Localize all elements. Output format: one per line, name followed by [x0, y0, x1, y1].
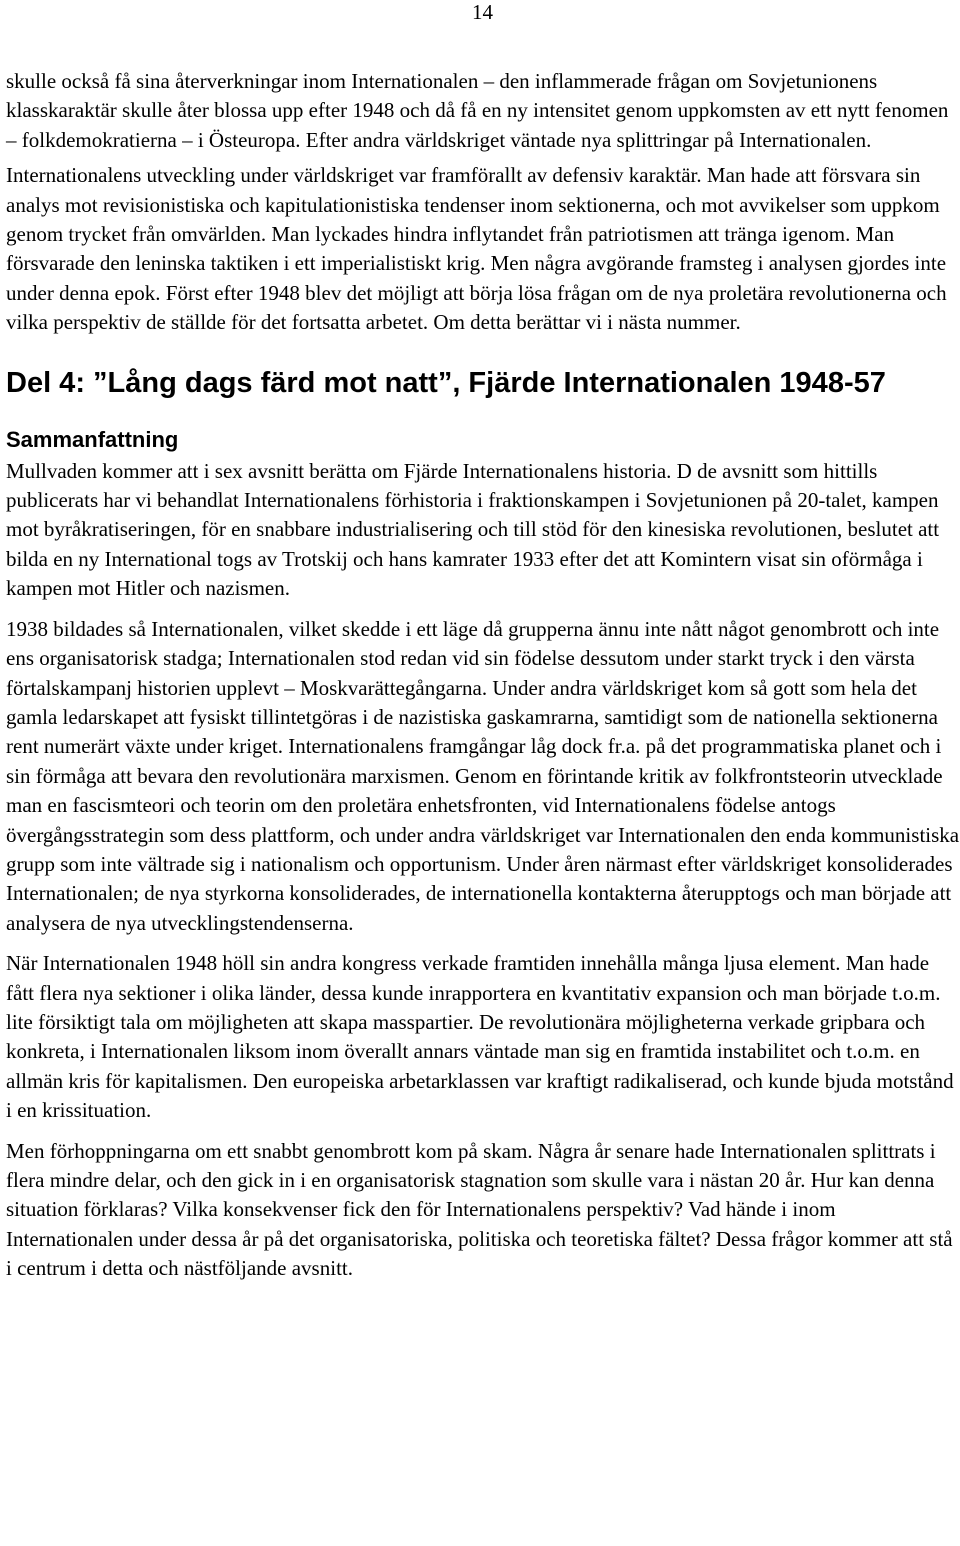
paragraph: skulle också få sina återverkningar inom Internationalen – den inflammerade frågan om Sovjetunionens klasskaraktär skulle åter blossa upp efter 1948 och då få en ny intensitet genom uppkomsten av ett nytt fenomen – folkdemokratierna – i Östeuropa. Efter andra världskriget väntade nya splittringar på Internationalen.: [6, 69, 949, 152]
paragraph: Men förhoppningarna om ett snabbt genombrott kom på skam. Några år senare hade Internationalen splittrats i flera mindre delar, och den gick in i en organisatorisk stagnation som skulle vara i nästan 20 år. Hur kan denna situation förklaras? Vilka konsekvenser fick den för Internationalens perspektiv? Vad hände i inom Internationalen under dessa år på det organisatoriska, politiska och teoretiska fältet? Dessa frågor kommer att stå i centrum i detta och nästföljande avsnitt.: [6, 1138, 953, 1281]
paragraph: När Internationalen 1948 höll sin andra kongress verkade framtiden innehålla många ljusa element. Man hade fått flera nya sektioner i olika länder, dessa kunde inrapportera en kvantitativ expansion och man började t.o.m. lite försiktigt tala om möjligheten att skapa masspartier. De revolutionära möjligheterna verkade gripbara och konkreta, i Internationalen liksom inom överallt annars väntade man sig en framtida instabilitet och t.o.m. en allmän kris för kapitalismen. Den europeiska arbetarklassen var kraftigt radikaliserad, och kunde bjuda motstånd i en krissituation.: [6, 951, 954, 1123]
section-heading: Del 4: ”Lång dags färd mot natt”, Fjärde Internationalen 1948-57: [6, 366, 886, 399]
page-number: 14: [472, 0, 493, 24]
section-subheading: Sammanfattning: [6, 426, 179, 452]
paragraph: Mullvaden kommer att i sex avsnitt berätta om Fjärde Internationalens historia. D de avsnitt som hittills publicerats har vi behandlat Internationalens förhistoria i fraktionskampen i Sovjetunionen på 20-talet, kampen mot byråkratiseringen, för en snabbare industrialisering och till stöd för den kinesiska revolutionen, beslutet att bilda en ny International togs av Trotskij och hans kamrater 1933 efter det att Komintern visat sin oförmåga i kampen mot Hitler och nazismen.: [6, 458, 940, 601]
paragraph: Internationalens utveckling under världskriget var framförallt av defensiv karaktär. Man hade att försvara sin analys mot revisionistiska och kapitulationistiska tendenser inom sektionerna, och mot avvikelser som uppkom genom trycket från omvärlden. Man lyckades hindra inflytandet från patriotismen att tränga igenom. Man försvarade den leninska taktiken i ett imperialistiskt krig. Men några avgörande framsteg i analysen gjordes inte under denna epok. Först efter 1948 blev det möjligt att börja lösa frågan om de nya proletära revolutionerna och vilka perspektiv de ställde för det fortsatta arbetet. Om detta berättar vi i nästa nummer.: [6, 163, 947, 335]
document-body: [6, 67, 960, 1284]
paragraph: 1938 bildades så Internationalen, vilket skedde i ett läge då grupperna ännu inte nått något genombrott och inte ens organisatorisk stadga; Internationalen stod redan vid sin födelse dessutom under starkt tryck i den värsta förtalskampanj historien upplevt – Moskvarättegångarna. Under andra världskriget kom så gott som hela det gamla ledarskapet att fysiskt tillintetgöras i de nazistiska gaskamrarna, samtidigt som de nationella sektionerna rent numerärt växte under kriget. Internationalens framgångar låg dock fr.a. på det programmatiska planet och i sin förmåga att bevara den revolutionära marxismen. Genom en förintande kritik av folkfrontsteorin utvecklade man en fascismteori och teorin om den proletära enhetsfronten, vid Internationalens födelse antogs övergångsstrategin som dess plattform, och under andra världskriget var Internationalen den enda kommunistiska grupp som inte vältrade sig i nationalism och opportunism. Under åren närmast efter världskriget konsoliderades Internationalen; de nya styrkorna konsoliderades, de internationella kontakterna återupptogs och man började att analysera de nya utvecklingstendenserna.: [6, 616, 960, 935]
